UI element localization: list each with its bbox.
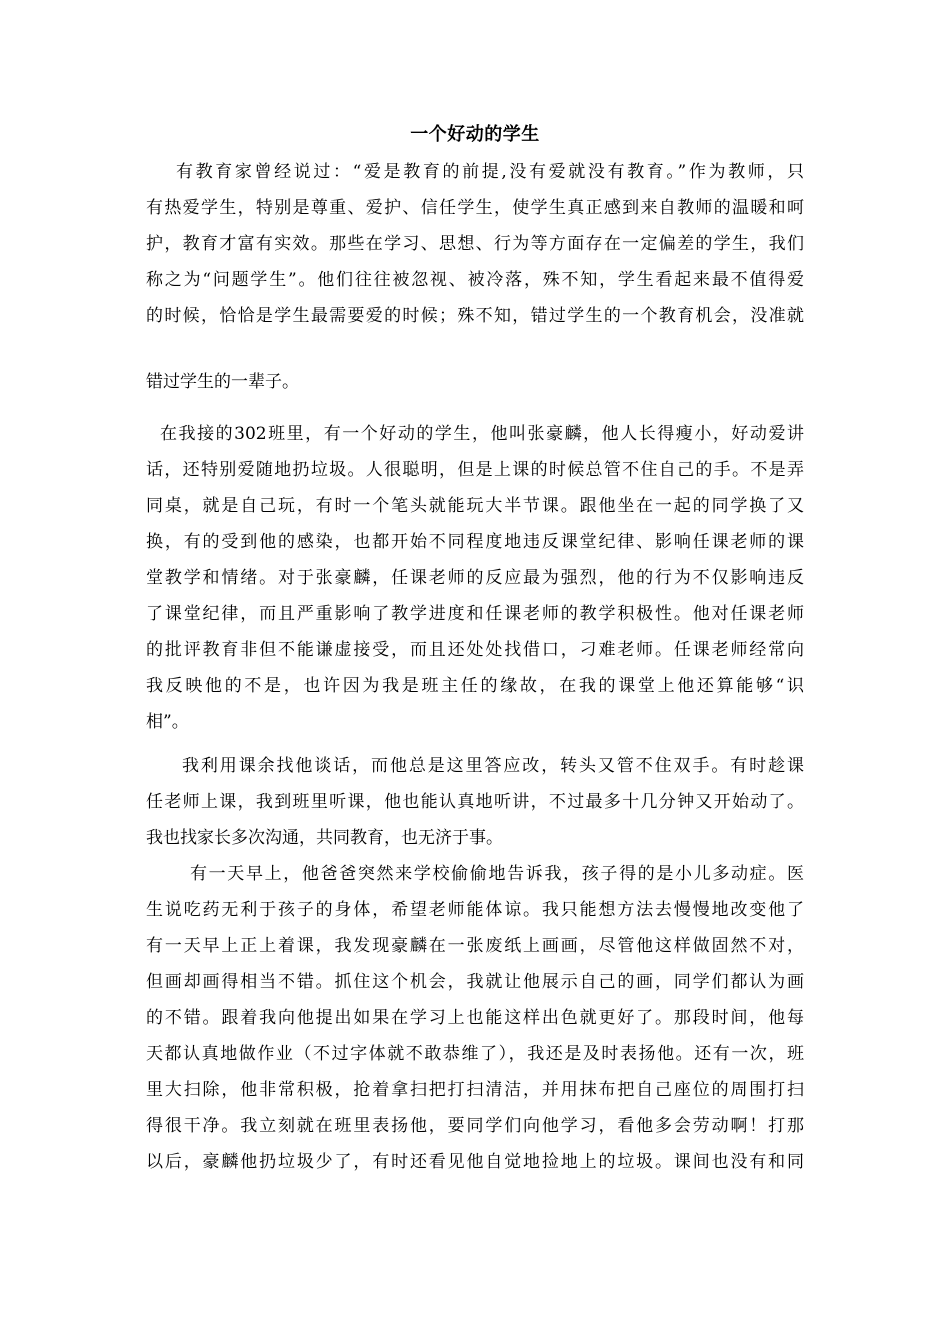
text-line: 天都认真地做作业（不过字体就不敢恭维了），我还是及时表扬他。还有一次，班: [146, 1044, 804, 1064]
text-line: 但画却画得相当不错。抓住这个机会，我就让他展示自己的画，同学们都认为画: [146, 972, 804, 992]
text-line: 在我接的302班里，有一个好动的学生，他叫张豪麟，他人长得瘦小，好动爱讲: [160, 424, 804, 444]
text-line: 同桌，就是自己玩，有时一个笔头就能玩大半节课。跟他坐在一起的同学换了又: [146, 496, 804, 516]
text-line: 有教育家曾经说过：“爱是教育的前提,没有爱就没有教育。”作为教师，只: [176, 162, 804, 182]
text-line: 以后，豪麟他扔垃圾少了，有时还看见他自觉地捡地上的垃圾。课间也没有和同: [146, 1152, 804, 1172]
document-title: 一个好动的学生: [410, 124, 540, 145]
text-line: 有热爱学生，特别是尊重、爱护、信任学生，使学生真正感到来自教师的温暖和呵: [146, 198, 804, 218]
text-line: 我也找家长多次沟通，共同教育，也无济于事。: [146, 828, 503, 848]
text-line: 得很干净。我立刻就在班里表扬他，要同学们向他学习，看他多会劳动啊！打那: [146, 1116, 804, 1136]
text-line: 相”。: [146, 712, 189, 732]
text-line: 称之为“问题学生”。他们往往被忽视、被冷落，殊不知，学生看起来最不值得爱: [146, 270, 804, 290]
text-line: 堂教学和情绪。对于张豪麟，任课老师的反应最为强烈，他的行为不仅影响违反: [146, 568, 804, 588]
text-line: 护，教育才富有实效。那些在学习、思想、行为等方面存在一定偏差的学生，我们: [146, 234, 804, 254]
text-line: 里大扫除，他非常积极，抢着拿扫把打扫清洁，并用抹布把自己座位的周围打扫: [146, 1080, 804, 1100]
text-line: 生说吃药无利于孩子的身体，希望老师能体谅。我只能想方法去慢慢地改变他了: [146, 900, 804, 920]
text-line: 我利用课余找他谈话，而他总是这里答应改，转头又管不住双手。有时趁课: [182, 756, 804, 776]
text-line: 错过学生的一辈子。: [146, 372, 299, 392]
text-line: 的时候，恰恰是学生最需要爱的时候；殊不知，错过学生的一个教育机会，没准就: [146, 306, 804, 326]
text-line: 换，有的受到他的感染，也都开始不同程度地违反课堂纪律、影响任课老师的课: [146, 532, 804, 552]
text-line: 的不错。跟着我向他提出如果在学习上也能这样出色就更好了。那段时间，他每: [146, 1008, 804, 1028]
text-line: 话，还特别爱随地扔垃圾。人很聪明，但是上课的时候总管不住自己的手。不是弄: [146, 460, 804, 480]
text-line: 的批评教育非但不能谦虚接受，而且还处处找借口，刁难老师。任课老师经常向: [146, 640, 804, 660]
text-line: 任老师上课，我到班里听课，他也能认真地听讲，不过最多十几分钟又开始动了。: [146, 792, 804, 812]
text-line: 有一天早上正上着课，我发现豪麟在一张废纸上画画，尽管他这样做固然不对，: [146, 936, 804, 956]
text-line: 了课堂纪律，而且严重影响了教学进度和任课老师的教学积极性。他对任课老师: [146, 604, 804, 624]
text-line: 有一天早上，他爸爸突然来学校偷偷地告诉我，孩子得的是小儿多动症。医: [190, 864, 804, 884]
text-line: 我反映他的不是，也许因为我是班主任的缘故，在我的课堂上他还算能够“识: [146, 676, 804, 696]
